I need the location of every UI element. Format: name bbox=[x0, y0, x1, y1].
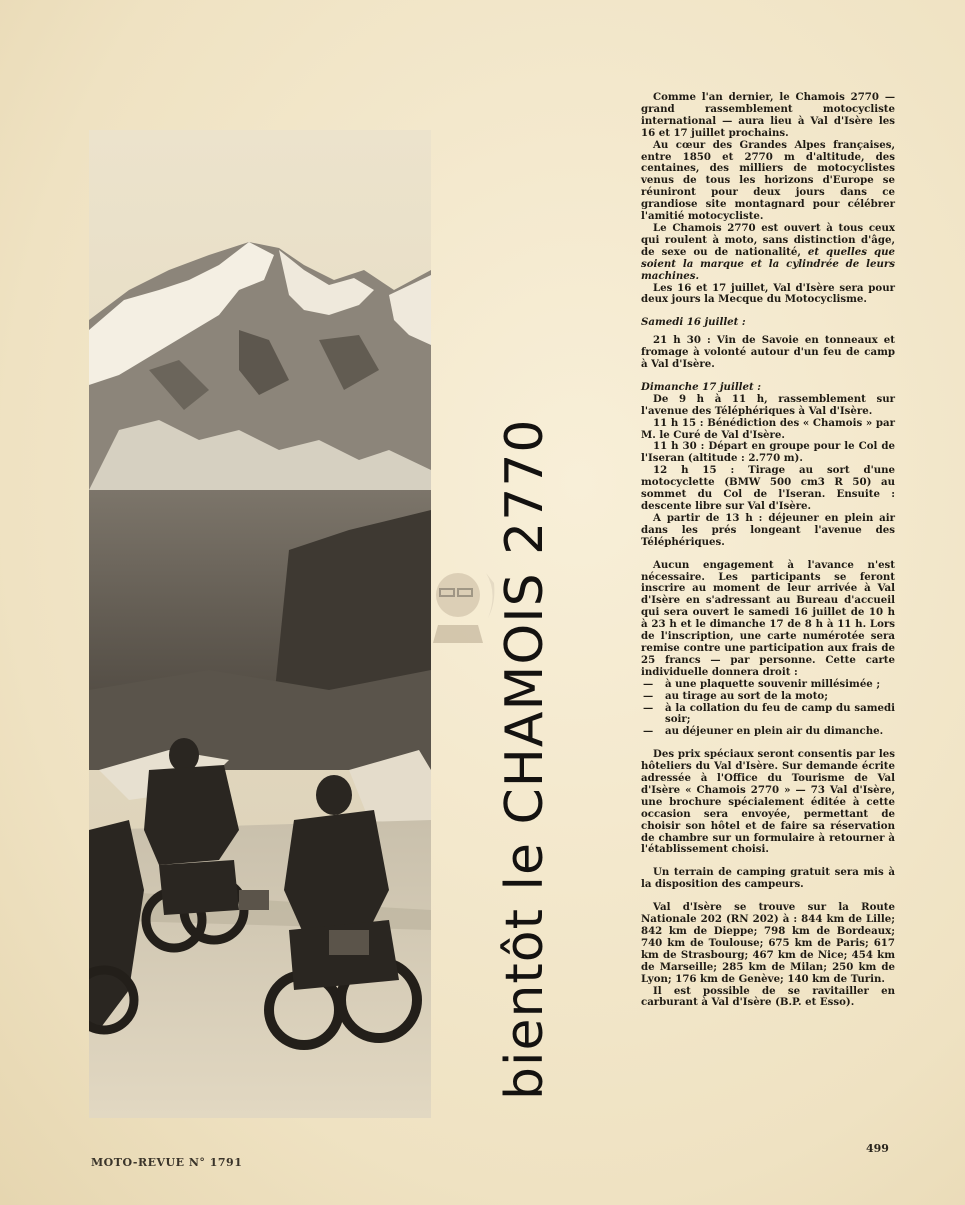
mecque-paragraph: Les 16 et 17 juillet, Val d'Isère sera pour deux jours la Mecque du Motocyclisme. bbox=[641, 281, 895, 306]
registration-paragraph: Aucun engagement à l'avance n'est nécessaire. Les participants se feront inscrire au moment de leur arrivée à Val d'Isère en s'adressant au Bureau d'accueil qui sera ouvert le samedi 16 juillet de 10 h à 23 h et le dimanche 17 de 8 h à 11 h. Lors de l'inscription, une carte numérotée sera remise contre une participation aux frais de 25 francs — par personne. Cette carte individuelle donnera droit : bbox=[641, 558, 895, 678]
camping-paragraph: Un terrain de camping gratuit sera mis à la disposition des campeurs. bbox=[641, 866, 895, 891]
sunday-item: A partir de 13 h : déjeuner en plein air dans les prés longeant l'avenue des Téléphériques. bbox=[641, 511, 895, 548]
rights-item: — à la collation du feu de camp du samedi soir; bbox=[641, 703, 895, 727]
sunday-item: 11 h 30 : Départ en groupe pour le Col de l'Iseran (altitude : 2.770 m). bbox=[641, 440, 895, 465]
saturday-item: 21 h 30 : Vin de Savoie en tonneaux et fromage à volonté autour d'un feu de camp à Val d'Isère. bbox=[641, 334, 895, 371]
sunday-item: 11 h 15 : Bénédiction des « Chamois » par M. le Curé de Val d'Isère. bbox=[641, 416, 895, 441]
fuel-paragraph: Il est possible de se ravitailler en carburant à Val d'Isère (B.P. et Esso). bbox=[641, 984, 895, 1009]
route-paragraph: Val d'Isère se trouve sur la Route Nationale 202 (RN 202) à : 844 km de Lille; 842 km de Dieppe; 798 km de Bordeaux; 740 km de Toulouse; 675 km de Paris; 617 km de Strasbourg; 467 km de Nice; 454 km de Marseille; 285 km de Milan; 250 km de Lyon; 176 km de Genève; 140 km de Turin. bbox=[641, 901, 895, 985]
headline bbox=[490, 360, 560, 1100]
mountain-motorcycles-photo bbox=[89, 130, 431, 1118]
rights-item: — au tirage au sort de la moto; bbox=[641, 691, 895, 703]
headline-title: CHAMOIS 2770 bbox=[495, 418, 555, 825]
open-to-paragraph bbox=[641, 223, 895, 283]
open-to-text: Le Chamois 2770 est ouvert à tous ceux qui roulent à moto, sans distinction d'âge, de sexe ou de nationalité, bbox=[641, 221, 895, 258]
sunday-item: De 9 h à 11 h, rassemblement sur l'avenue des Téléphériques à Val d'Isère. bbox=[641, 392, 895, 417]
headline-prefix: bientôt le bbox=[495, 842, 555, 1100]
article-text bbox=[641, 92, 895, 1009]
open-to-italic: et quelles que soient la marque et la cylindrée de leurs machines. bbox=[641, 245, 895, 282]
rights-list bbox=[641, 679, 895, 739]
sunday-item: 12 h 15 : Tirage au sort d'une motocyclette (BMW 500 cm3 R 50) au sommet du Col de l'Iseran. Ensuite : descente libre sur Val d'Isère. bbox=[641, 464, 895, 512]
intro-paragraph: Au cœur des Grandes Alpes françaises, entre 1850 et 2770 m d'altitude, des centaines, des milliers de motocyclistes venus de tous les horizons d'Europe se réuniront pour deux jours dans ce grandiose site montagnard pour célébrer l'amitié motocycliste. bbox=[641, 138, 895, 223]
sunday-heading: Dimanche 17 juillet : bbox=[641, 380, 762, 393]
magazine-footer: MOTO-REVUE N° 1791 bbox=[91, 1156, 243, 1169]
page-number: 499 bbox=[866, 1142, 889, 1155]
hotels-paragraph: Des prix spéciaux seront consentis par les hôteliers du Val d'Isère. Sur demande écrite adressée à l'Office du Tourisme de Val d'Isère « Chamois 2770 » — 73 Val d'Isère, une brochure spécialement éditée à cette occasion sera envoyée, permettant de choisir son hôtel et de faire sa réservation de chambre sur un formulaire à retourner à l'établissement choisi. bbox=[641, 748, 895, 856]
saturday-heading: Samedi 16 juillet : bbox=[641, 316, 746, 329]
intro-paragraph: Comme l'an dernier, le Chamois 2770 — grand rassemblement motocycliste international — aura lieu à Val d'Isère les 16 et 17 juillet prochains. bbox=[641, 91, 895, 139]
rights-item: — à une plaquette souvenir millésimée ; bbox=[641, 679, 895, 691]
watermark-portrait bbox=[428, 563, 506, 643]
rights-item: — au déjeuner en plein air du dimanche. bbox=[641, 726, 895, 738]
